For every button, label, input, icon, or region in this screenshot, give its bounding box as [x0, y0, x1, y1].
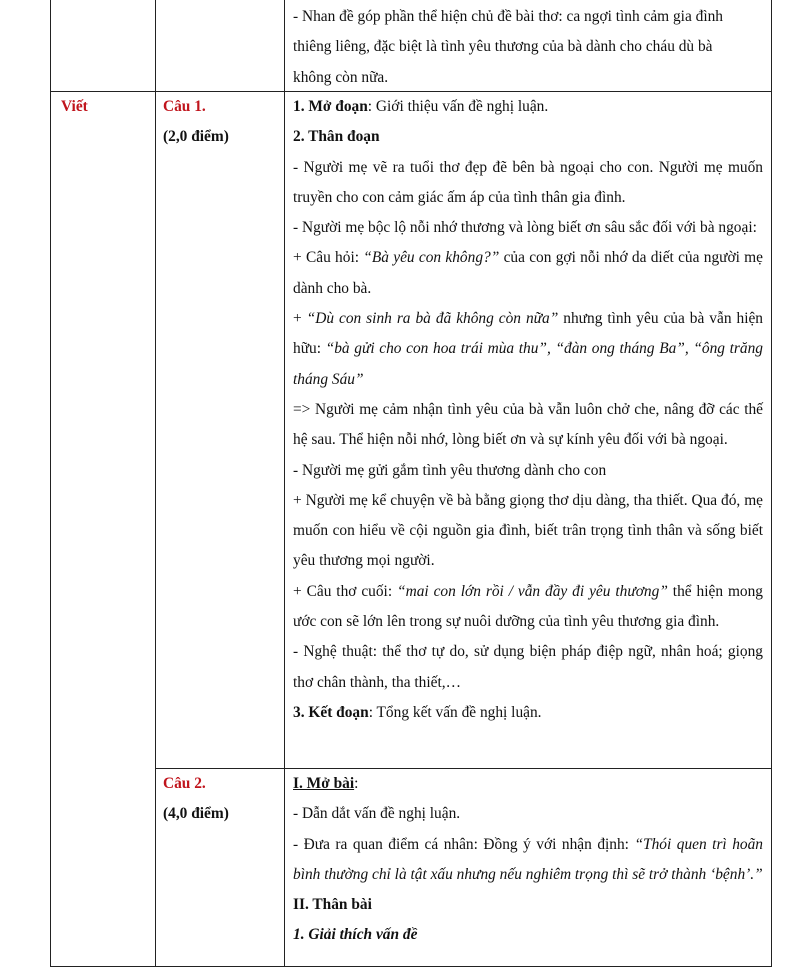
top-row-line: thiêng liêng, đặc biệt là tình yêu thương của bà dành cho cháu dù bà [293, 38, 713, 56]
q1-mo-doan-text: : Giới thiệu vấn đề nghị luận. [367, 98, 549, 115]
top-row-line: - Nhan đề góp phần thể hiện chủ đề bài thơ: ca ngợi tình cảm gia đình [293, 8, 723, 25]
q1-mo-doan-head: 1. Mở đoạn [293, 98, 368, 115]
q2-label: Câu 2. [163, 775, 206, 792]
column-divider-2 [284, 0, 285, 967]
top-row-line: không còn nữa. [293, 68, 389, 86]
section-label: Viết [61, 98, 88, 115]
q1-ket-doan [293, 698, 763, 728]
q2-giai-thich-head: 1. Giải thích vấn đề [293, 926, 418, 944]
q2-paragraph-1: - Dẫn dắt vấn đề nghị luận. [293, 805, 461, 823]
q1-paragraph-7: + Người mẹ kể chuyện về bà bằng giọng thơ dịu dàng, tha thiết. Qua đó, mẹ muốn con hiểu về cội nguồn gia đình, biết trân trọng tình thân và sống biết yêu thương mọi người. [293, 491, 763, 570]
q1-mo-doan [293, 92, 763, 122]
q2-mo-bai: I. Mở bài: [293, 775, 359, 792]
q1-content [293, 92, 763, 728]
q1-ket-doan-text: : Tổng kết vấn đề nghị luận. [368, 703, 542, 721]
q2-than-bai-head: II. Thân bài [293, 896, 372, 914]
q2-content [293, 769, 763, 951]
q1-label: Câu 1. [163, 98, 206, 115]
q1-paragraph-8: + Câu thơ cuối: “mai con lớn rồi / vẫn đầy đi yêu thương” thể hiện mong ước con sẽ lớn lên trong sự nuôi dưỡng của tình yêu thương gia đình. [293, 582, 763, 631]
q1-paragraph-1: - Người mẹ vẽ ra tuổi thơ đẹp đẽ bên bà ngoại cho con. Người mẹ muốn truyền cho con cảm giác ấm áp của tình thân gia đình. [293, 158, 763, 206]
q1-quote-images: “bà gửi cho con hoa trái mùa thu”, “đàn ong tháng Ba”, “ông trăng tháng Sáu” [293, 340, 763, 388]
q1-label-cell [163, 92, 279, 153]
column-divider-1 [155, 0, 156, 967]
q1-paragraph-5: => Người mẹ cảm nhận tình yêu của bà vẫn luôn chở che, nâng đỡ các thế hệ sau. Thể hiện nỗi nhớ, lòng biết ơn và sự kính yêu đối với bà ngoại. [293, 400, 763, 449]
q1-quote-last-line: “mai con lớn rồi / vẫn đầy đi yêu thương” [397, 582, 668, 600]
q2-label-cell [163, 769, 279, 830]
q1-quote-question: “Bà yêu con không?” [363, 249, 500, 267]
q1-paragraph-6: - Người mẹ gửi gắm tình yêu thương dành cho con [293, 461, 607, 479]
answer-table [50, 0, 772, 967]
q1-score: (2,0 điểm) [163, 128, 229, 146]
q2-score: (4,0 điểm) [163, 805, 229, 823]
q1-quote-verse: “Dù con sinh ra bà đã không còn nữa” [306, 310, 559, 328]
q2-paragraph-2: - Đưa ra quan điểm cá nhân: Đồng ý với nhận định: “Thói quen trì hoãn bình thường chỉ là tật xấu nhưng nếu nghiêm trọng thì sẽ trở thành ‘bệnh’.” [293, 835, 763, 883]
q1-ket-doan-head: 3. Kết đoạn [293, 703, 369, 721]
q2-mo-bai-head: I. Mở bài [293, 775, 355, 792]
q1-paragraph-4: + “Dù con sinh ra bà đã không còn nữa” nhưng tình yêu của bà vẫn hiện hữu: “bà gửi cho con hoa trái mùa thu”, “đàn ong tháng Ba”, “ông trăng tháng Sáu” [293, 310, 763, 388]
q2-quote: “Thói quen trì hoãn bình thường chỉ là tật xấu nhưng nếu nghiêm trọng thì sẽ trở thành ‘bệnh’.” [293, 835, 763, 883]
top-row-content [293, 2, 761, 93]
q1-paragraph-9: - Nghệ thuật: thể thơ tự do, sử dụng biện pháp điệp ngữ, nhân hoá; giọng thơ chân thành, tha thiết,… [293, 643, 763, 691]
q1-paragraph-2: - Người mẹ bộc lộ nỗi nhớ thương và lòng biết ơn sâu sắc đối với bà ngoại: [293, 219, 757, 237]
q1-paragraph-3: + Câu hỏi: “Bà yêu con không?” của con gợi nỗi nhớ da diết của người mẹ dành cho bà. [293, 249, 763, 297]
q1-than-doan-head: 2. Thân đoạn [293, 128, 380, 146]
